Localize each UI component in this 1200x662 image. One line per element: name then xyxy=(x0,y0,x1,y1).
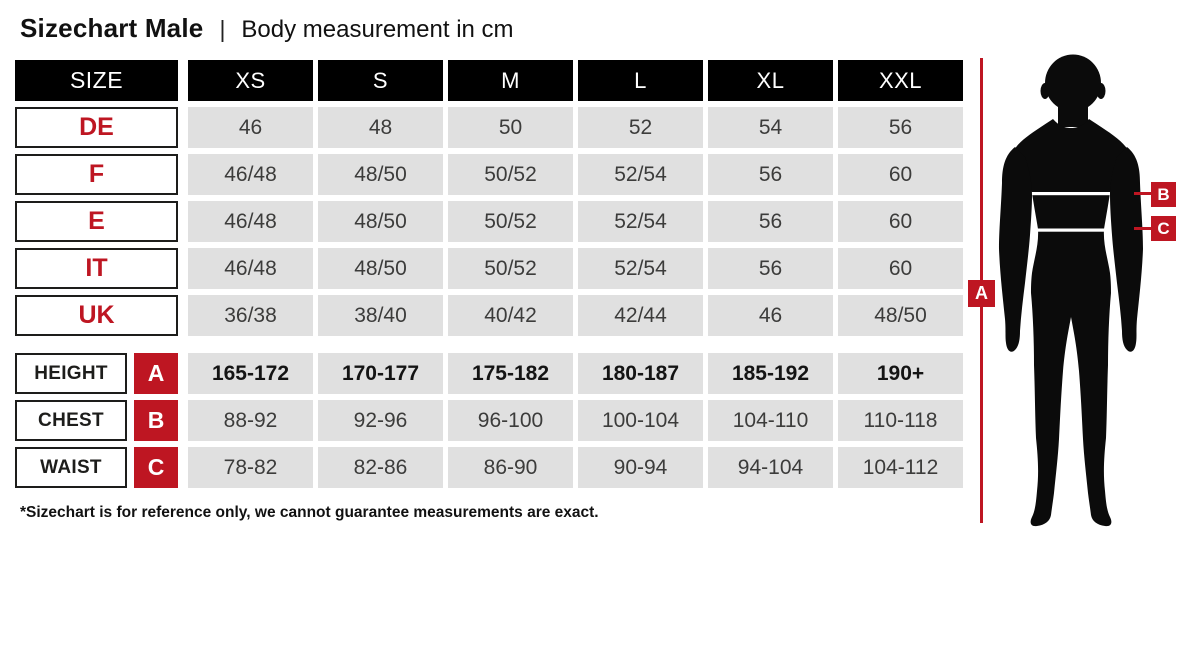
row-label-chest: CHEST xyxy=(15,400,127,441)
cell-waist-xs: 78-82 xyxy=(188,447,313,488)
cell-uk-s: 38/40 xyxy=(318,295,443,336)
measure-table xyxy=(15,353,963,488)
cell-it-xl: 56 xyxy=(708,248,833,289)
cell-f-xxl: 60 xyxy=(838,154,963,195)
cell-chest-s: 92-96 xyxy=(318,400,443,441)
cell-it-s: 48/50 xyxy=(318,248,443,289)
cell-waist-s: 82-86 xyxy=(318,447,443,488)
waist-connector-line xyxy=(1134,227,1151,230)
chest-connector-line xyxy=(1134,192,1151,195)
cell-waist-l: 90-94 xyxy=(578,447,703,488)
row-label-height-wrap xyxy=(15,353,178,394)
row-label-f: F xyxy=(15,154,178,195)
cell-e-s: 48/50 xyxy=(318,201,443,242)
cell-de-xl: 54 xyxy=(708,107,833,148)
cell-height-s: 170-177 xyxy=(318,353,443,394)
cell-e-xs: 46/48 xyxy=(188,201,313,242)
page-title xyxy=(20,13,514,44)
header-col-xs: XS xyxy=(188,60,313,101)
cell-f-s: 48/50 xyxy=(318,154,443,195)
cell-de-m: 50 xyxy=(448,107,573,148)
marker-a-badge: A xyxy=(968,280,995,307)
row-label-chest-wrap xyxy=(15,400,178,441)
cell-f-xl: 56 xyxy=(708,154,833,195)
cell-height-l: 180-187 xyxy=(578,353,703,394)
cell-chest-m: 96-100 xyxy=(448,400,573,441)
cell-uk-xxl: 48/50 xyxy=(838,295,963,336)
cell-de-xxl: 56 xyxy=(838,107,963,148)
cell-de-s: 48 xyxy=(318,107,443,148)
cell-it-xs: 46/48 xyxy=(188,248,313,289)
cell-chest-xs: 88-92 xyxy=(188,400,313,441)
header-col-xxl: XXL xyxy=(838,60,963,101)
cell-height-xl: 185-192 xyxy=(708,353,833,394)
row-label-it: IT xyxy=(15,248,178,289)
title-main: Sizechart Male xyxy=(20,13,204,43)
cell-chest-xl: 104-110 xyxy=(708,400,833,441)
row-label-waist-wrap xyxy=(15,447,178,488)
cell-e-xl: 56 xyxy=(708,201,833,242)
cell-de-xs: 46 xyxy=(188,107,313,148)
body-figure xyxy=(960,50,1200,550)
row-label-waist: WAIST xyxy=(15,447,127,488)
footnote: *Sizechart is for reference only, we cannot guarantee measurements are exact. xyxy=(20,504,599,521)
cell-it-l: 52/54 xyxy=(578,248,703,289)
cell-height-xxl: 190+ xyxy=(838,353,963,394)
cell-uk-xs: 36/38 xyxy=(188,295,313,336)
cell-uk-m: 40/42 xyxy=(448,295,573,336)
cell-f-l: 52/54 xyxy=(578,154,703,195)
cell-uk-xl: 46 xyxy=(708,295,833,336)
cell-f-m: 50/52 xyxy=(448,154,573,195)
cell-it-xxl: 60 xyxy=(838,248,963,289)
cell-chest-l: 100-104 xyxy=(578,400,703,441)
title-subtitle: Body measurement in cm xyxy=(241,16,514,43)
height-letter-a: A xyxy=(134,353,178,394)
title-separator: | xyxy=(219,16,226,42)
cell-chest-xxl: 110-118 xyxy=(838,400,963,441)
cell-uk-l: 42/44 xyxy=(578,295,703,336)
header-col-xl: XL xyxy=(708,60,833,101)
cell-height-xs: 165-172 xyxy=(188,353,313,394)
chest-letter-b: B xyxy=(134,400,178,441)
cell-waist-m: 86-90 xyxy=(448,447,573,488)
header-size: SIZE xyxy=(15,60,178,101)
cell-e-m: 50/52 xyxy=(448,201,573,242)
cell-f-xs: 46/48 xyxy=(188,154,313,195)
header-col-s: S xyxy=(318,60,443,101)
size-table xyxy=(15,60,963,336)
row-label-de: DE xyxy=(15,107,178,148)
marker-b-badge: B xyxy=(1151,182,1176,207)
cell-waist-xxl: 104-112 xyxy=(838,447,963,488)
header-col-m: M xyxy=(448,60,573,101)
cell-e-xxl: 60 xyxy=(838,201,963,242)
row-label-uk: UK xyxy=(15,295,178,336)
row-label-e: E xyxy=(15,201,178,242)
cell-e-l: 52/54 xyxy=(578,201,703,242)
male-body-silhouette-icon xyxy=(995,53,1150,530)
marker-c-badge: C xyxy=(1151,216,1176,241)
cell-it-m: 50/52 xyxy=(448,248,573,289)
waist-letter-c: C xyxy=(134,447,178,488)
row-label-height: HEIGHT xyxy=(15,353,127,394)
cell-de-l: 52 xyxy=(578,107,703,148)
header-col-l: L xyxy=(578,60,703,101)
cell-waist-xl: 94-104 xyxy=(708,447,833,488)
cell-height-m: 175-182 xyxy=(448,353,573,394)
